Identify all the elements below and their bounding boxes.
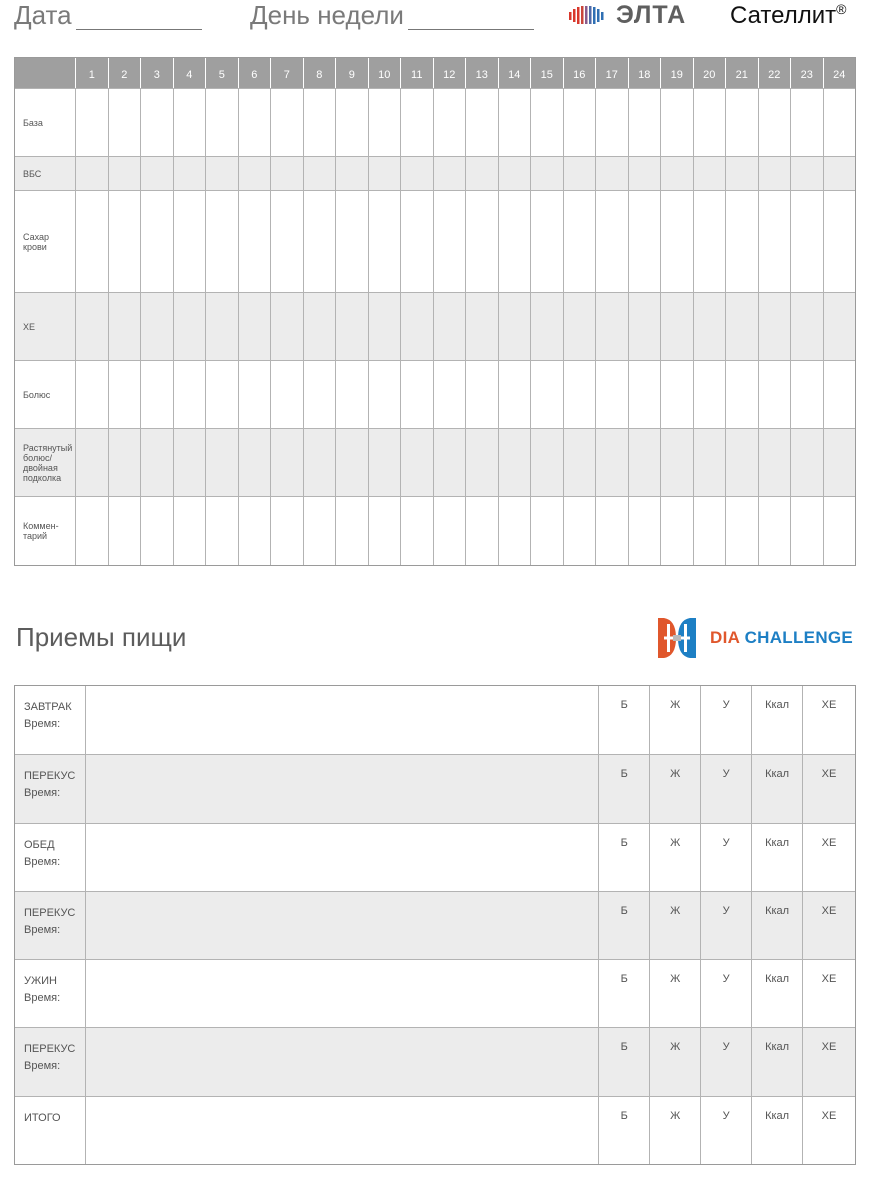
row-label: Растянутый болюс/ двойная подколка xyxy=(15,429,76,496)
entry-cell[interactable] xyxy=(629,293,662,360)
entry-cell[interactable] xyxy=(564,293,597,360)
entry-cell[interactable] xyxy=(271,361,304,428)
dia-text-part2: CHALLENGE xyxy=(744,628,854,647)
nutrient-cell[interactable]: У xyxy=(701,960,752,1027)
meal-name: ЗАВТРАК xyxy=(24,701,72,713)
nutrient-cell[interactable]: Ж xyxy=(650,755,701,822)
nutrient-cell[interactable]: Ккал xyxy=(752,1028,803,1095)
entry-cell[interactable] xyxy=(694,429,727,496)
nutrient-cell[interactable]: У xyxy=(701,1028,752,1095)
entry-cell[interactable] xyxy=(466,429,499,496)
hour-header: 6 xyxy=(239,58,272,88)
hour-header: 11 xyxy=(401,58,434,88)
nutrient-cell[interactable]: Б xyxy=(599,1028,650,1095)
entry-cell[interactable] xyxy=(661,157,694,190)
entry-cell[interactable] xyxy=(499,429,532,496)
entry-cell[interactable] xyxy=(531,157,564,190)
hour-header: 1 xyxy=(76,58,109,88)
entry-cell[interactable] xyxy=(206,89,239,156)
entry-cell[interactable] xyxy=(824,361,856,428)
meal-time-label: Время: xyxy=(24,992,61,1005)
meals-title: Приемы пищи xyxy=(16,622,187,652)
entry-cell[interactable] xyxy=(109,361,142,428)
entry-cell[interactable] xyxy=(76,361,109,428)
entry-cell[interactable] xyxy=(401,157,434,190)
nutrient-cell[interactable]: Ж xyxy=(650,1097,701,1164)
entry-cell[interactable] xyxy=(239,361,272,428)
entry-cell[interactable] xyxy=(141,157,174,190)
entry-cell[interactable] xyxy=(239,497,272,565)
entry-cell[interactable] xyxy=(499,497,532,565)
entry-cell[interactable] xyxy=(466,293,499,360)
entry-cell[interactable] xyxy=(466,89,499,156)
entry-cell[interactable] xyxy=(694,89,727,156)
entry-cell[interactable] xyxy=(76,429,109,496)
meal-name: ИТОГО xyxy=(24,1111,61,1124)
meal-time-label: Время: xyxy=(24,718,61,730)
entry-cell[interactable] xyxy=(596,293,629,360)
nutrient-cell[interactable]: Ккал xyxy=(752,755,803,822)
entry-cell[interactable] xyxy=(304,157,337,190)
entry-cell[interactable] xyxy=(726,293,759,360)
hour-header: 4 xyxy=(174,58,207,88)
meal-label xyxy=(15,960,86,1027)
entry-cell[interactable] xyxy=(174,89,207,156)
satellit-brand-text: Сателлит xyxy=(730,2,837,29)
entry-cell[interactable] xyxy=(726,191,759,292)
hour-header: 8 xyxy=(304,58,337,88)
entry-cell[interactable] xyxy=(109,191,142,292)
entry-cell[interactable] xyxy=(401,191,434,292)
entry-cell[interactable] xyxy=(791,361,824,428)
entry-cell[interactable] xyxy=(141,89,174,156)
entry-cell[interactable] xyxy=(694,191,727,292)
row-label: Коммен-тарий xyxy=(15,497,76,565)
entry-cell[interactable] xyxy=(499,191,532,292)
entry-cell[interactable] xyxy=(369,429,402,496)
nutrient-cell[interactable]: ХЕ xyxy=(821,973,837,986)
entry-cell[interactable] xyxy=(694,497,727,565)
nutrient-cell[interactable]: Б xyxy=(599,686,650,754)
entry-cell[interactable] xyxy=(434,157,467,190)
entry-cell[interactable] xyxy=(791,497,824,565)
entry-cell[interactable] xyxy=(174,157,207,190)
entry-cell[interactable] xyxy=(629,191,662,292)
hour-header: 12 xyxy=(434,58,467,88)
entry-cell[interactable] xyxy=(174,361,207,428)
entry-cell[interactable] xyxy=(76,497,109,565)
entry-cell[interactable] xyxy=(369,361,402,428)
nutrient-cell[interactable]: ХЕ xyxy=(821,1109,837,1122)
glucose-hourly-table xyxy=(14,57,856,566)
nutrient-cell[interactable]: Б xyxy=(599,1097,650,1164)
hour-header: 13 xyxy=(466,58,499,88)
entry-cell[interactable] xyxy=(596,157,629,190)
entry-cell[interactable] xyxy=(271,191,304,292)
weekday-field[interactable] xyxy=(250,0,534,30)
nutrient-cell[interactable]: У xyxy=(701,824,752,891)
entry-cell[interactable] xyxy=(759,361,792,428)
table-row-bolus xyxy=(15,360,855,428)
hour-header: 23 xyxy=(791,58,824,88)
dia-text-part1: DIA xyxy=(710,628,740,647)
meal-time-label: Время: xyxy=(24,923,61,936)
nutrient-cell[interactable]: Ккал xyxy=(752,960,803,1027)
entry-cell[interactable] xyxy=(369,497,402,565)
registered-mark: ® xyxy=(836,1,847,17)
hour-header: 18 xyxy=(629,58,662,88)
entry-cell[interactable] xyxy=(434,361,467,428)
entry-cell[interactable] xyxy=(206,429,239,496)
meal-name: ОБЕД xyxy=(24,838,55,851)
entry-cell[interactable] xyxy=(466,157,499,190)
row-label: Болюс xyxy=(15,361,76,428)
entry-cell[interactable] xyxy=(694,293,727,360)
entry-cell[interactable] xyxy=(76,157,109,190)
entry-cell[interactable] xyxy=(369,191,402,292)
entry-cell[interactable] xyxy=(466,497,499,565)
hour-header: 2 xyxy=(109,58,142,88)
entry-cell[interactable] xyxy=(271,293,304,360)
entry-cell[interactable] xyxy=(206,361,239,428)
meal-description-field[interactable] xyxy=(86,1028,599,1095)
entry-cell[interactable] xyxy=(336,157,369,190)
nutrient-cell[interactable]: ХЕ xyxy=(821,699,837,711)
entry-cell[interactable] xyxy=(174,191,207,292)
nutrient-cell[interactable]: Ж xyxy=(650,892,701,959)
date-label: Дата xyxy=(14,0,72,30)
meal-row xyxy=(15,823,855,891)
entry-cell[interactable] xyxy=(564,157,597,190)
entry-cell[interactable] xyxy=(499,361,532,428)
entry-cell[interactable] xyxy=(791,89,824,156)
weekday-input-line[interactable] xyxy=(408,3,534,30)
entry-cell[interactable] xyxy=(759,429,792,496)
entry-cell[interactable] xyxy=(336,497,369,565)
meal-description-field[interactable] xyxy=(86,824,599,891)
entry-cell[interactable] xyxy=(174,497,207,565)
entry-cell[interactable] xyxy=(466,191,499,292)
entry-cell[interactable] xyxy=(499,89,532,156)
entry-cell[interactable] xyxy=(661,89,694,156)
nutrient-cell[interactable]: Ккал xyxy=(752,824,803,891)
nutrient-cell[interactable]: Ж xyxy=(650,686,701,754)
entry-cell[interactable] xyxy=(824,191,856,292)
meal-description-field[interactable] xyxy=(86,960,599,1027)
entry-cell[interactable] xyxy=(304,89,337,156)
entry-cell[interactable] xyxy=(661,497,694,565)
meal-description-field[interactable] xyxy=(86,1097,599,1164)
entry-cell[interactable] xyxy=(564,191,597,292)
date-input-line[interactable] xyxy=(76,3,202,30)
nutrient-cell[interactable]: У xyxy=(701,686,752,754)
entry-cell[interactable] xyxy=(824,157,856,190)
entry-cell[interactable] xyxy=(304,191,337,292)
entry-cell[interactable] xyxy=(629,429,662,496)
entry-cell[interactable] xyxy=(239,293,272,360)
entry-cell[interactable] xyxy=(759,293,792,360)
nutrient-cell[interactable]: Ж xyxy=(650,824,701,891)
hour-header: 3 xyxy=(141,58,174,88)
dia-challenge-logo-icon xyxy=(654,616,700,660)
table-row-base xyxy=(15,88,855,156)
entry-cell[interactable] xyxy=(401,89,434,156)
meal-name: ПЕРЕКУС xyxy=(24,1043,76,1056)
entry-cell[interactable] xyxy=(694,361,727,428)
entry-cell[interactable] xyxy=(629,157,662,190)
entry-cell[interactable] xyxy=(564,89,597,156)
entry-cell[interactable] xyxy=(824,497,856,565)
hour-header: 20 xyxy=(694,58,727,88)
entry-cell[interactable] xyxy=(824,293,856,360)
entry-cell[interactable] xyxy=(499,157,532,190)
entry-cell[interactable] xyxy=(76,191,109,292)
row-label: ХЕ xyxy=(15,293,76,360)
entry-cell[interactable] xyxy=(304,293,337,360)
entry-cell[interactable] xyxy=(76,293,109,360)
nutrient-cell[interactable]: Б xyxy=(599,892,650,959)
hour-header: 24 xyxy=(833,69,846,81)
entry-cell[interactable] xyxy=(499,293,532,360)
table-row-extended-bolus xyxy=(15,428,855,496)
entry-cell[interactable] xyxy=(369,157,402,190)
entry-cell[interactable] xyxy=(141,293,174,360)
entry-cell[interactable] xyxy=(661,429,694,496)
nutrient-cell[interactable]: Б xyxy=(599,755,650,822)
meal-row xyxy=(15,754,855,822)
nutrient-cell[interactable]: Б xyxy=(599,824,650,891)
entry-cell[interactable] xyxy=(336,293,369,360)
entry-cell[interactable] xyxy=(596,89,629,156)
entry-cell[interactable] xyxy=(271,429,304,496)
entry-cell[interactable] xyxy=(791,191,824,292)
entry-cell[interactable] xyxy=(596,429,629,496)
entry-cell[interactable] xyxy=(629,361,662,428)
entry-cell[interactable] xyxy=(596,497,629,565)
entry-cell[interactable] xyxy=(304,429,337,496)
entry-cell[interactable] xyxy=(791,429,824,496)
entry-cell[interactable] xyxy=(661,191,694,292)
entry-cell[interactable] xyxy=(759,497,792,565)
date-field[interactable] xyxy=(14,0,202,30)
nutrient-cell[interactable]: У xyxy=(701,892,752,959)
dia-challenge-text xyxy=(710,628,853,648)
entry-cell[interactable] xyxy=(304,361,337,428)
meal-label xyxy=(15,755,86,822)
hour-header: 5 xyxy=(206,58,239,88)
entry-cell[interactable] xyxy=(76,89,109,156)
entry-cell[interactable] xyxy=(141,497,174,565)
entry-cell[interactable] xyxy=(531,429,564,496)
entry-cell[interactable] xyxy=(596,361,629,428)
entry-cell[interactable] xyxy=(531,191,564,292)
meal-row xyxy=(15,891,855,959)
entry-cell[interactable] xyxy=(726,429,759,496)
entry-cell[interactable] xyxy=(564,361,597,428)
satellit-logo xyxy=(730,1,846,30)
weekday-label: День недели xyxy=(250,0,404,30)
entry-cell[interactable] xyxy=(791,293,824,360)
entry-cell[interactable] xyxy=(564,429,597,496)
nutrient-cell[interactable]: ХЕ xyxy=(821,768,837,781)
table-row-comment xyxy=(15,496,855,565)
entry-cell[interactable] xyxy=(401,497,434,565)
entry-cell[interactable] xyxy=(336,361,369,428)
entry-cell[interactable] xyxy=(239,429,272,496)
entry-cell[interactable] xyxy=(726,89,759,156)
hour-header: 21 xyxy=(726,58,759,88)
meal-label xyxy=(15,1028,86,1095)
table-row-xe xyxy=(15,292,855,360)
nutrient-cell[interactable]: ХЕ xyxy=(821,1041,837,1054)
entry-cell[interactable] xyxy=(304,497,337,565)
entry-cell[interactable] xyxy=(531,497,564,565)
entry-cell[interactable] xyxy=(369,89,402,156)
table-row-vbs xyxy=(15,156,855,190)
nutrient-cell[interactable]: ХЕ xyxy=(821,836,837,849)
nutrient-cell[interactable]: ХЕ xyxy=(821,904,837,917)
entry-cell[interactable] xyxy=(791,157,824,190)
entry-cell[interactable] xyxy=(531,361,564,428)
entry-cell[interactable] xyxy=(434,429,467,496)
hour-header: 10 xyxy=(369,58,402,88)
nutrient-cell[interactable]: Ккал xyxy=(752,686,803,754)
meal-description-field[interactable] xyxy=(86,892,599,959)
entry-cell[interactable] xyxy=(239,157,272,190)
table-row-blood-sugar xyxy=(15,190,855,292)
meal-label xyxy=(15,824,86,891)
meal-name: ПЕРЕКУС xyxy=(24,770,76,783)
meal-time-label: Время: xyxy=(24,787,61,800)
entry-cell[interactable] xyxy=(629,89,662,156)
entry-cell[interactable] xyxy=(271,157,304,190)
hour-header: 19 xyxy=(661,58,694,88)
hour-header: 22 xyxy=(759,58,792,88)
hour-header: 16 xyxy=(564,58,597,88)
hour-header: 17 xyxy=(596,58,629,88)
entry-cell[interactable] xyxy=(336,191,369,292)
entry-cell[interactable] xyxy=(174,293,207,360)
entry-cell[interactable] xyxy=(271,89,304,156)
elta-logo xyxy=(568,2,686,28)
entry-cell[interactable] xyxy=(109,157,142,190)
entry-cell[interactable] xyxy=(141,361,174,428)
entry-cell[interactable] xyxy=(434,293,467,360)
meal-row xyxy=(15,1027,855,1095)
row-label: База xyxy=(15,89,76,156)
hour-header: 14 xyxy=(499,58,532,88)
nutrient-cell[interactable]: Ж xyxy=(650,960,701,1027)
entry-cell[interactable] xyxy=(531,293,564,360)
entry-cell[interactable] xyxy=(369,293,402,360)
meal-row xyxy=(15,1096,855,1164)
hour-header: 7 xyxy=(271,58,304,88)
entry-cell[interactable] xyxy=(434,191,467,292)
entry-cell[interactable] xyxy=(109,429,142,496)
entry-cell[interactable] xyxy=(401,429,434,496)
entry-cell[interactable] xyxy=(531,89,564,156)
dia-challenge-logo xyxy=(654,616,853,660)
meal-description-field[interactable] xyxy=(86,755,599,822)
entry-cell[interactable] xyxy=(466,361,499,428)
entry-cell[interactable] xyxy=(661,293,694,360)
header-corner-cell xyxy=(15,58,76,88)
entry-cell[interactable] xyxy=(434,497,467,565)
entry-cell[interactable] xyxy=(726,157,759,190)
entry-cell[interactable] xyxy=(239,191,272,292)
meal-name: ПЕРЕКУС xyxy=(24,906,76,919)
entry-cell[interactable] xyxy=(726,497,759,565)
entry-cell[interactable] xyxy=(401,361,434,428)
nutrient-cell[interactable]: Ккал xyxy=(752,1097,803,1164)
meal-row xyxy=(15,959,855,1027)
entry-cell[interactable] xyxy=(759,191,792,292)
entry-cell[interactable] xyxy=(336,89,369,156)
entry-cell[interactable] xyxy=(694,157,727,190)
entry-cell[interactable] xyxy=(109,497,142,565)
entry-cell[interactable] xyxy=(174,429,207,496)
entry-cell[interactable] xyxy=(759,157,792,190)
entry-cell[interactable] xyxy=(629,497,662,565)
entry-cell[interactable] xyxy=(141,429,174,496)
hour-header: 9 xyxy=(336,58,369,88)
entry-cell[interactable] xyxy=(824,429,856,496)
hour-header: 15 xyxy=(531,58,564,88)
entry-cell[interactable] xyxy=(109,293,142,360)
entry-cell[interactable] xyxy=(434,89,467,156)
row-label: ВБС xyxy=(15,157,76,190)
entry-cell[interactable] xyxy=(271,497,304,565)
meal-label xyxy=(15,686,86,754)
entry-cell[interactable] xyxy=(726,361,759,428)
elta-brand-text: ЭЛТА xyxy=(616,0,687,29)
entry-cell[interactable] xyxy=(824,89,856,156)
entry-cell[interactable] xyxy=(206,191,239,292)
entry-cell[interactable] xyxy=(109,89,142,156)
meal-label xyxy=(15,1097,86,1164)
meal-description-field[interactable] xyxy=(86,686,599,754)
entry-cell[interactable] xyxy=(141,191,174,292)
meal-name: УЖИН xyxy=(24,975,57,988)
meal-time-label: Время: xyxy=(24,855,61,868)
meal-time-label: Время: xyxy=(24,1060,61,1073)
entry-cell[interactable] xyxy=(239,89,272,156)
nutrient-cell[interactable]: Ж xyxy=(650,1028,701,1095)
row-label: Сахар крови xyxy=(15,191,76,292)
entry-cell[interactable] xyxy=(336,429,369,496)
elta-logo-icon xyxy=(568,2,608,28)
nutrient-cell[interactable]: У xyxy=(701,1097,752,1164)
entry-cell[interactable] xyxy=(401,293,434,360)
meal-label xyxy=(15,892,86,959)
hours-header-row xyxy=(15,58,855,88)
nutrient-cell[interactable]: У xyxy=(701,755,752,822)
nutrient-cell[interactable]: Ккал xyxy=(752,892,803,959)
meal-row xyxy=(15,686,855,754)
entry-cell[interactable] xyxy=(564,497,597,565)
entry-cell[interactable] xyxy=(206,293,239,360)
entry-cell[interactable] xyxy=(206,497,239,565)
nutrient-cell[interactable]: Б xyxy=(599,960,650,1027)
entry-cell[interactable] xyxy=(596,191,629,292)
meals-table xyxy=(14,685,856,1165)
entry-cell[interactable] xyxy=(206,157,239,190)
entry-cell[interactable] xyxy=(661,361,694,428)
entry-cell[interactable] xyxy=(759,89,792,156)
